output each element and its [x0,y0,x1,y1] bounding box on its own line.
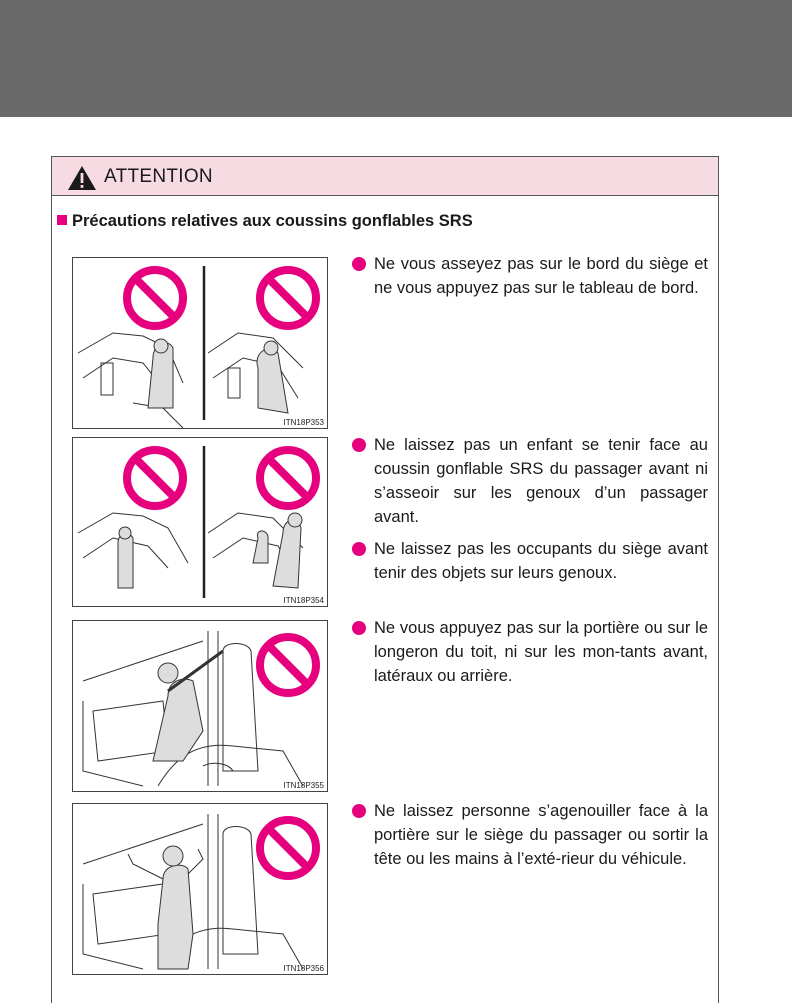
figure-illustration [72,437,328,607]
figure-illustration [72,620,328,792]
figure-code: ITN18P355 [283,781,324,790]
bullet-dot-icon [352,621,366,635]
bullet-dot-icon [352,542,366,556]
figure-2-drawing [73,438,327,606]
warning-box [51,156,719,1003]
bullet-group [352,252,708,308]
prohibited-icon [260,820,316,876]
bullet-item [352,433,708,529]
bullet-text: Ne laissez personne s’agenouiller face à la portière sur le siège du passager ou sortir la tête ou les mains à l’exté-rieur du véhicule. [374,802,708,868]
prohibited-icon [127,450,183,506]
bullet-group [352,616,708,696]
figure-code: ITN18P353 [283,418,324,427]
bullet-dot-icon [352,804,366,818]
square-bullet-icon [57,215,67,225]
prohibited-icon [127,270,183,326]
prohibited-icon [260,637,316,693]
bullet-dot-icon [352,438,366,452]
bullet-group [352,799,708,879]
figure-illustration [72,803,328,975]
figure-code: ITN18P356 [283,964,324,973]
section-heading-text: Précautions relatives aux coussins gonflables SRS [72,212,473,230]
bullet-text: Ne laissez pas un enfant se tenir face au coussin gonflable SRS du passager avant ni s’asseoir sur les genoux d’un passager avant. [374,436,708,526]
section-heading [57,212,473,231]
figure-code: ITN18P354 [283,596,324,605]
bullet-item [352,252,708,300]
bullet-text: Ne vous asseyez pas sur le bord du siège et ne vous appuyez pas sur le tableau de bord. [374,255,708,297]
bullet-dot-icon [352,257,366,271]
figure-3-drawing [73,621,327,791]
bullet-text: Ne laissez pas les occupants du siège avant tenir des objets sur leurs genoux. [374,540,708,582]
bullet-item [352,616,708,688]
bullet-item [352,799,708,871]
warning-triangle-icon [67,165,97,191]
warning-title: ATTENTION [104,166,213,187]
prohibited-icon [260,450,316,506]
figure-illustration [72,257,328,429]
figure-1-drawing [73,258,327,428]
prohibited-icon [260,270,316,326]
bullet-text: Ne vous appuyez pas sur la portière ou sur le longeron du toit, ni sur les mon-tants avant, latéraux ou arrière. [374,619,708,685]
figure-4-drawing [73,804,327,974]
warning-header [52,157,718,196]
bullet-group [352,433,708,593]
page-header-band [0,0,792,117]
bullet-item [352,537,708,585]
